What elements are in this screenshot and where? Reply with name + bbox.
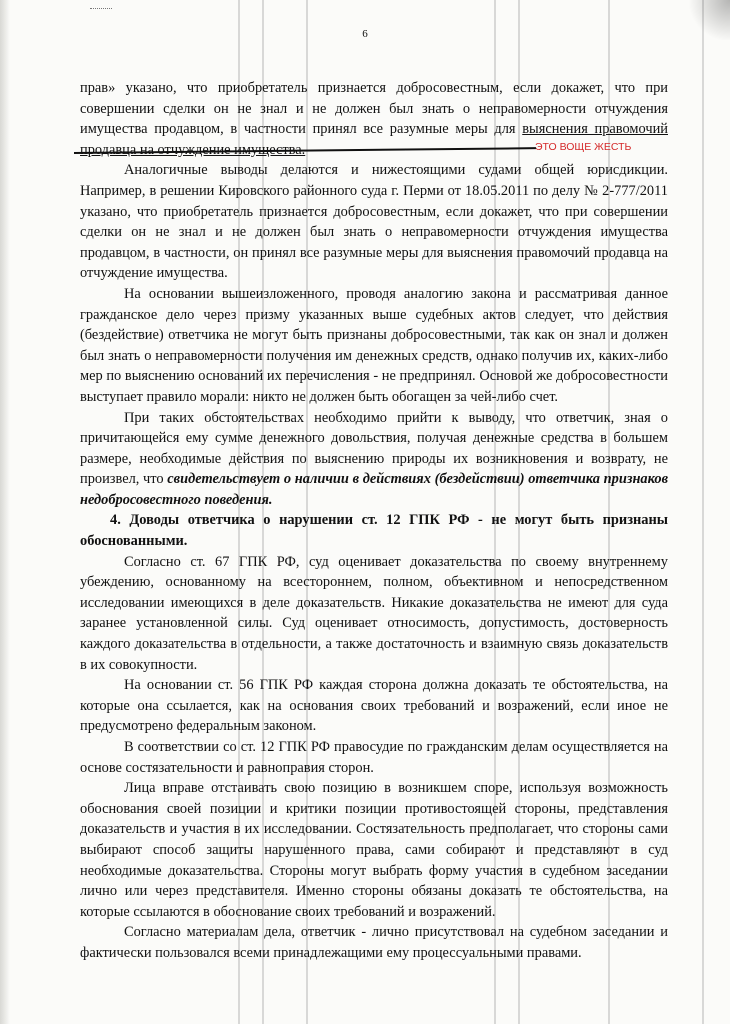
paragraph-text: прав» указано, что приобретатель признается добросовестным, если докажет, что при совершении сделки он не знал и не должен был знать о неправомерности отчуждения имущества продавцом, в частности принял все разумные меры для [80,80,668,138]
underlined-text: выяснения правомочий продавца на отчуждение имущества. [80,121,668,158]
paragraph-case-materials: Согласно материалам дела, ответчик - лично присутствовал на судебном заседании и фактически пользовался всеми принадлежащими ему процессуальными правами. [80,924,668,961]
scan-streak [702,0,704,1024]
document-body [80,78,668,964]
emphasis-text: свидетельствует о наличии в действиях (бездействии) ответчика признаков недобросовестного поведения. [80,471,668,508]
section-heading-4: 4. Доводы ответчика о нарушении ст. 12 ГПК РФ - не могут быть признаны обоснованными. [80,512,668,550]
paragraph-article-67: Согласно ст. 67 ГПК РФ, суд оценивает доказательства по своему внутреннему убеждению, основанному на всестороннем, полном, объективном и непосредственном исследовании имеющихся в деле доказательств. Никакие доказательства не имеют для суда заранее установленной силы. Суд оценивает относимость, допустимость, достоверность каждого доказательства в отдельности, а также достаточность и взаимную связь доказательств в их совокупности. [80,553,668,673]
paragraph-conclusion [80,408,668,511]
paragraph-article-56: На основании ст. 56 ГПК РФ каждая сторона должна доказать те обстоятельства, на которые она ссылается, как на основания своих требований и возражений, если иное не предусмотрено федеральным законом. [80,677,668,735]
paragraph-analogy-of-law: На основании вышеизложенного, проводя аналогию закона и рассматривая данное гражданское дело через призму указанных выше судебных актов следует, что действия (бездействие) ответчика не могут быть признаны добросовестными, так как он знал и должен был знать о неправомерности получения им денежных средств, однако получив их, каких-либо мер по выяснению оснований их перечисления - не предпринял. Основой же добросовестности выступает правило морали: никто не должен быть обогащен за чей-либо счет. [80,285,668,405]
paragraph-continuation [80,78,668,160]
scan-edge-shadow [0,0,10,1024]
paragraph-analogous-conclusions: Аналогичные выводы делаются и нижестоящими судами общей юрисдикции. Например, в решении Кировского районного суда г. Перми от 18.05.2011 по делу № 2-777/2011 указано, что приобретатель признается добросовестным, если докажет, что при совершении сделки он не знал и не должен был знать о неправомерности отчуждения имущества продавцом, в частности, он принял все разумные меры для выяснения правомочий продавца на отчуждение имущества. [80,162,668,282]
page-number: 6 [362,28,368,40]
paragraph-adversarial-principle: Лица вправе отстаивать свою позицию в возникшем споре, используя возможность обоснования своей позиции и критики позиции противостоящей стороны, представления доказательств и участия в их исследовании. Состязательность предполагает, что стороны сами выбирают способ защиты нарушенного права, сами собирают и представляют в суд необходимые доказательства. Стороны могут выбрать форму участия в судебном заседании лично или через представителя. Именно стороны обязаны доказать те обстоятельства, на которые ссылаются в обоснование своих требований и возражений. [80,780,668,920]
paragraph-text: При таких обстоятельствах необходимо прийти к выводу, что ответчик, зная о причитающейся ему сумме денежного довольствия, получая денежные средства в большем размере, необходимые действия по выяснению природы их возникновения и возврату, не произвел, что [80,409,668,488]
scan-mark [90,8,112,23]
paragraph-article-12: В соответствии со ст. 12 ГПК РФ правосудие по гражданским делам осуществляется на основе состязательности и равноправия сторон. [80,739,668,776]
handwritten-annotation: ЭТО ВОЩЕ ЖЕСТЬ [535,141,632,153]
